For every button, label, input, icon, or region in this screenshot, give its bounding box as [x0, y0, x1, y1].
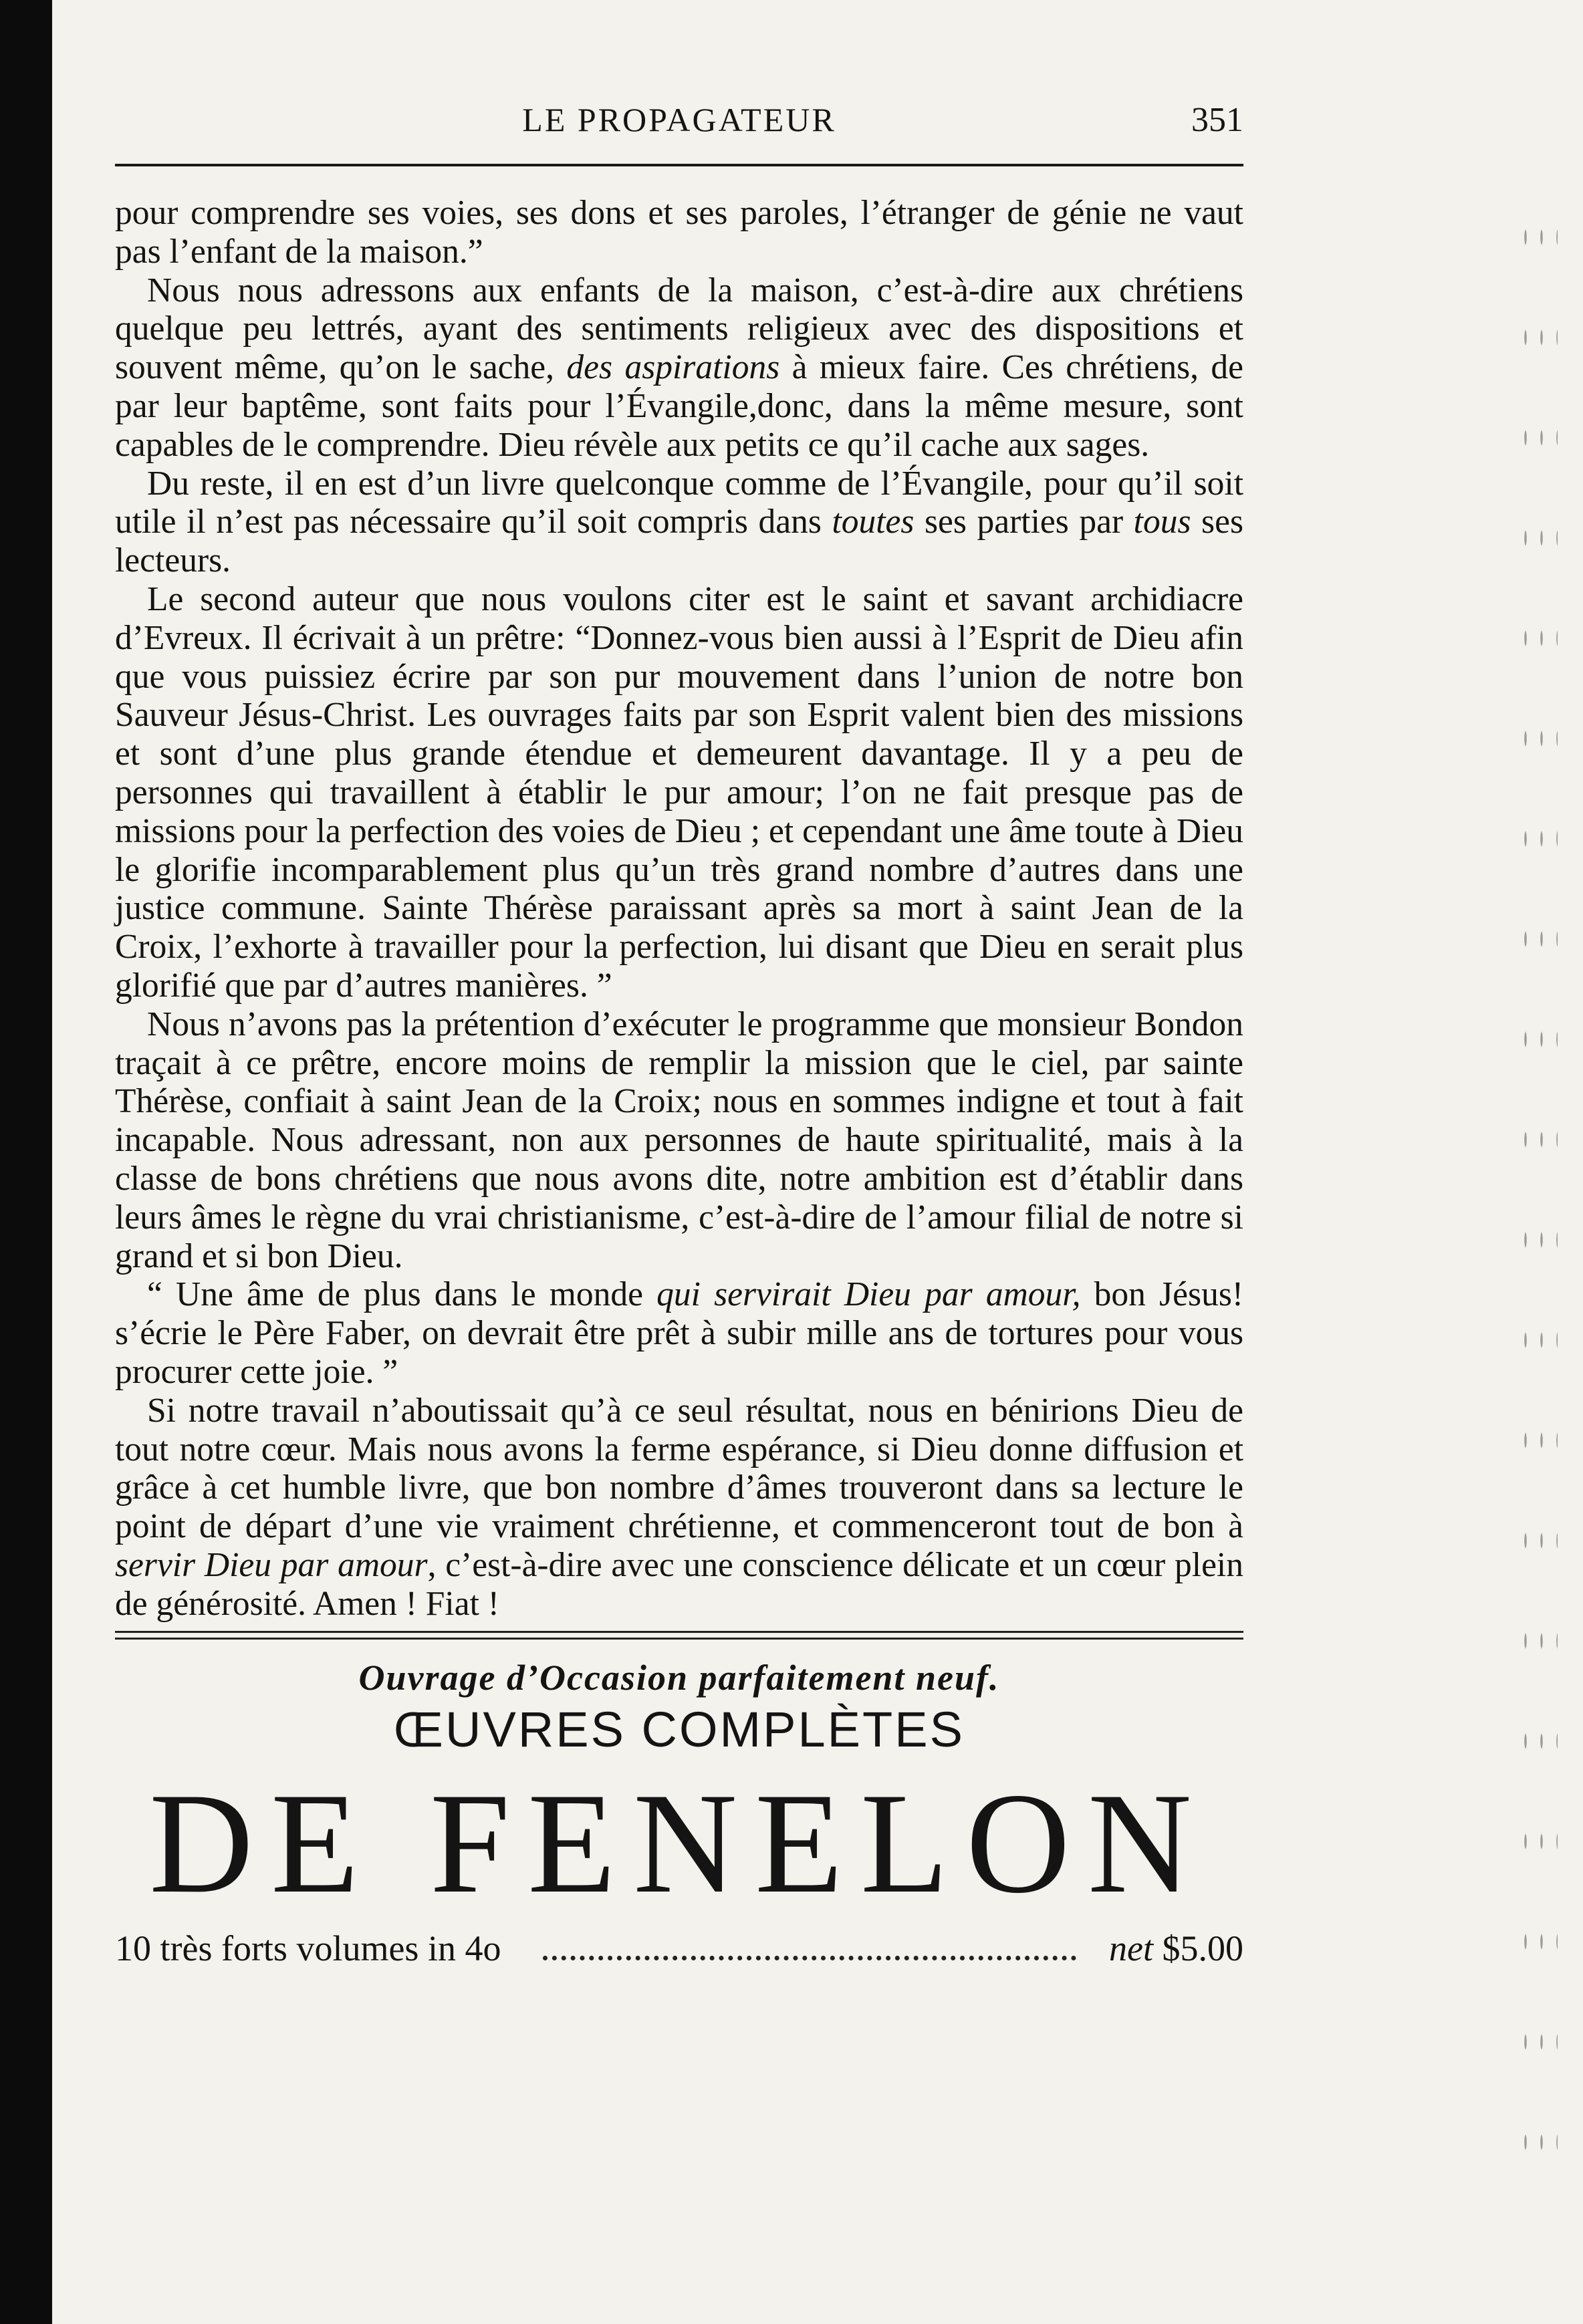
advertisement-description: 10 très forts volumes in 4o — [115, 1928, 506, 1969]
paragraph — [115, 271, 1243, 465]
edge-specks — [1517, 187, 1558, 2192]
advertisement-kicker: Ouvrage d’Occasion parfaitement neuf. — [358, 1658, 1000, 1698]
paragraph-text: à mieux faire. Ces chrétiens, de par leur baptême, sont faits pour l’Évangile,donc, dans la même mesure, sont capables de le comprendre. Dieu révèle aux petits ce qu’il cache aux sages. — [115, 348, 1243, 464]
price-label: net — [1109, 1928, 1153, 1969]
paragraph-text: pour comprendre ses voies, ses dons et ses paroles, l’étranger de génie ne vaut pas l’enfant de la maison.” — [115, 194, 1243, 271]
header-rule — [115, 164, 1243, 166]
advertisement-author: DE FENELON — [149, 1763, 1209, 1924]
advertisement — [115, 1657, 1243, 1974]
paragraph — [115, 1005, 1243, 1276]
page-number: 351 — [1191, 101, 1243, 139]
paragraph — [115, 580, 1243, 1005]
book-page — [115, 100, 1243, 1974]
paragraph-text: Nous nous adressons aux enfants de la maison, c’est-à-dire aux chrétiens quelque peu lettrés, ayant des sentiments religieux avec des dispositions et souvent même, qu’on le sache, — [115, 271, 1243, 387]
paragraph — [115, 194, 1243, 271]
paragraph-text: ses parties par — [914, 503, 1134, 541]
emphasis: servir Dieu par amour — [115, 1545, 428, 1584]
emphasis: tous — [1133, 503, 1191, 541]
paragraph-text: , c’est-à-dire avec une conscience délicate et un cœur plein de générosité. Amen ! Fiat ! — [115, 1545, 1243, 1623]
paragraph-text: ses lecteurs. — [115, 503, 1243, 580]
paragraph — [115, 1392, 1243, 1624]
paragraph — [115, 465, 1243, 580]
advertisement-price — [1104, 1928, 1243, 1969]
price-value: $5.00 — [1162, 1928, 1243, 1969]
paragraph-text: “ Une âme de plus dans le monde — [147, 1275, 657, 1314]
dot-leader — [543, 1956, 1076, 1960]
advertisement-series-title: ŒUVRES COMPLÈTES — [394, 1702, 965, 1758]
page-binding-edge — [0, 0, 52, 2324]
paragraph-text: bon Jésus! s’écrie le Père Faber, on devrait être prêt à subir mille ans de tortures pour vous procurer cette joie. ” — [115, 1275, 1244, 1391]
advertisement-rule — [115, 1631, 1243, 1640]
body-text — [115, 194, 1243, 1623]
paragraph-text: Du reste, il en est d’un livre quelconque comme de l’Évangile, pour qu’il soit utile il n’est pas nécessaire qu’il soit compris dans — [115, 464, 1243, 541]
paragraph-text: Si notre travail n’aboutissait qu’à ce seul résultat, nous en bénirions Dieu de tout notre cœur. Mais nous avons la ferme espérance, si Dieu donne diffusion et grâce à cet humble livre, que bon nombre d’âmes trouveront dans sa lecture le point de départ d’une vie vraiment chrétienne, et commenceront tout de bon à — [115, 1391, 1243, 1546]
emphasis: toutes — [832, 503, 915, 541]
running-title: LE PROPAGATEUR — [522, 101, 836, 138]
paragraph — [115, 1275, 1243, 1391]
advertisement-price-line — [115, 1928, 1243, 1974]
running-head — [115, 100, 1243, 174]
emphasis: qui servirait Dieu par amour, — [656, 1275, 1081, 1314]
paragraph-text: Nous n’avons pas la prétention d’exécuter le programme que monsieur Bondon traçait à ce prêtre, encore moins de remplir la mission que le ciel, par sainte Thérèse, confiait à saint Jean de la Croix; nous en sommes indigne et tout à fait incapable. Nous adressant, non aux personnes de haute spiritualité, mais à la classe de bons chrétiens que nous avons dite, notre ambition est d’établir dans leurs âmes le règne du vrai christianisme, c’est-à-dire de l’amour filial de notre si grand et si bon Dieu. — [115, 1005, 1243, 1275]
paragraph-text: Le second auteur que nous voulons citer est le saint et savant archidiacre d’Evreux. Il écrivait à un prêtre: “Donnez-vous bien aussi à l’Esprit de Dieu afin que vous puissiez écrire par son pur mouvement dans l’union de notre bon Sauveur Jésus-Christ. Les ouvrages faits par son Esprit valent bien des missions et sont d’une plus grande étendue et demeurent davantage. Il y a peu de personnes qui travaillent à établir le pur amour; l’on ne fait presque pas de missions pour la perfection des voies de Dieu ; et cependant une âme toute à Dieu le glorifie incomparablement plus qu’un très grand nombre d’autres dans une justice commune. Sainte Thérèse paraissant après sa mort à saint Jean de la Croix, l’exhorte à travailler pour la perfection, lui disant que Dieu en serait plus glorifié que par d’autres manières. ” — [115, 579, 1243, 1005]
emphasis: des aspirations — [566, 348, 780, 387]
